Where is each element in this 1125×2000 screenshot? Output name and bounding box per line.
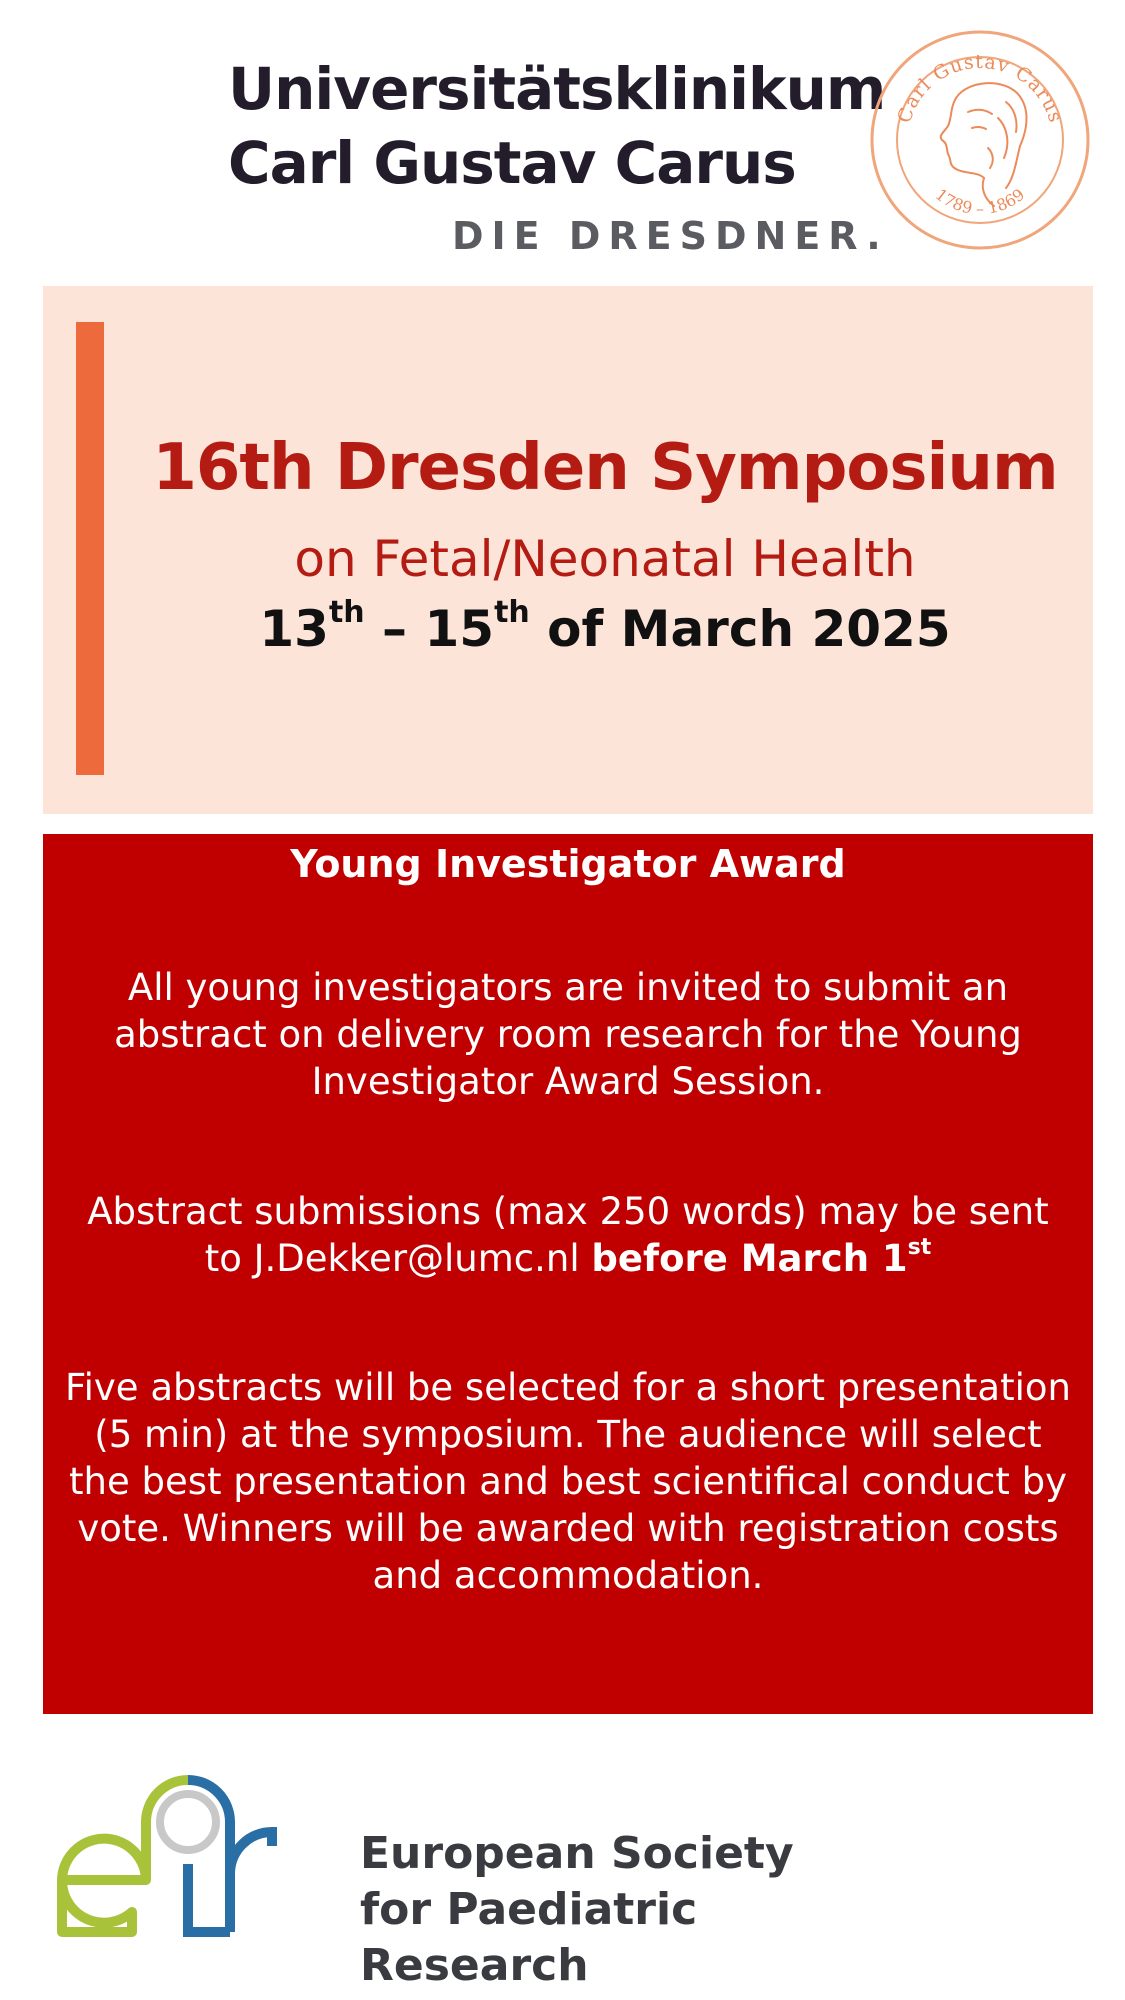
submission-text: Abstract submissions (max 250 words) may be sent to J.Dekker@lumc.nl bbox=[87, 1190, 1049, 1280]
espr-organization-name bbox=[360, 1826, 920, 1994]
espr-logo-icon bbox=[50, 1752, 340, 1938]
symposium-subtitle: on Fetal/Neonatal Health bbox=[294, 530, 916, 588]
date-separator: – bbox=[364, 600, 425, 658]
symposium-title: 16th Dresden Symposium bbox=[152, 431, 1058, 505]
university-name-line1: Universitätsklinikum bbox=[228, 55, 886, 123]
award-title: Young Investigator Award bbox=[290, 842, 846, 886]
university-tagline: DIE DRESDNER. bbox=[452, 214, 889, 258]
carus-seal-logo bbox=[868, 28, 1092, 252]
svg-text:1789 – 1869 bbox=[932, 185, 1028, 218]
seal-years-text: 1789 – 1869 bbox=[931, 184, 1029, 218]
seal-name-text: Carl Gustav Carus bbox=[893, 50, 1067, 126]
award-submission-text bbox=[63, 1188, 1073, 1282]
accent-bar bbox=[76, 322, 104, 775]
date-end-suffix: th bbox=[494, 595, 530, 630]
university-name bbox=[228, 52, 886, 200]
award-selection-text: Five abstracts will be selected for a short presentation (5 min) at the symposium. The audience will select the best presentation and best scientifical conduct by vote. Winners will be awarded with registration costs and accommodation. bbox=[65, 1366, 1071, 1597]
espr-name-line2: for Paediatric Research bbox=[360, 1884, 698, 1991]
date-start-suffix: th bbox=[328, 595, 365, 630]
university-name-line2: Carl Gustav Carus bbox=[228, 129, 796, 197]
symposium-date bbox=[110, 594, 1100, 664]
submission-deadline: before March 1 bbox=[591, 1237, 908, 1280]
award-invitation-text: All young investigators are invited to submit an abstract on delivery room research for the Young Investigator Award Session. bbox=[114, 966, 1022, 1103]
submission-deadline-suffix: st bbox=[907, 1235, 932, 1260]
svg-text:Carl Gustav Carus bbox=[893, 51, 1066, 126]
date-start-day: 13 bbox=[259, 600, 329, 658]
espr-name-line1: European Society bbox=[360, 1828, 794, 1879]
date-end-day: 15 bbox=[424, 600, 495, 658]
date-rest: of March 2025 bbox=[529, 600, 951, 658]
